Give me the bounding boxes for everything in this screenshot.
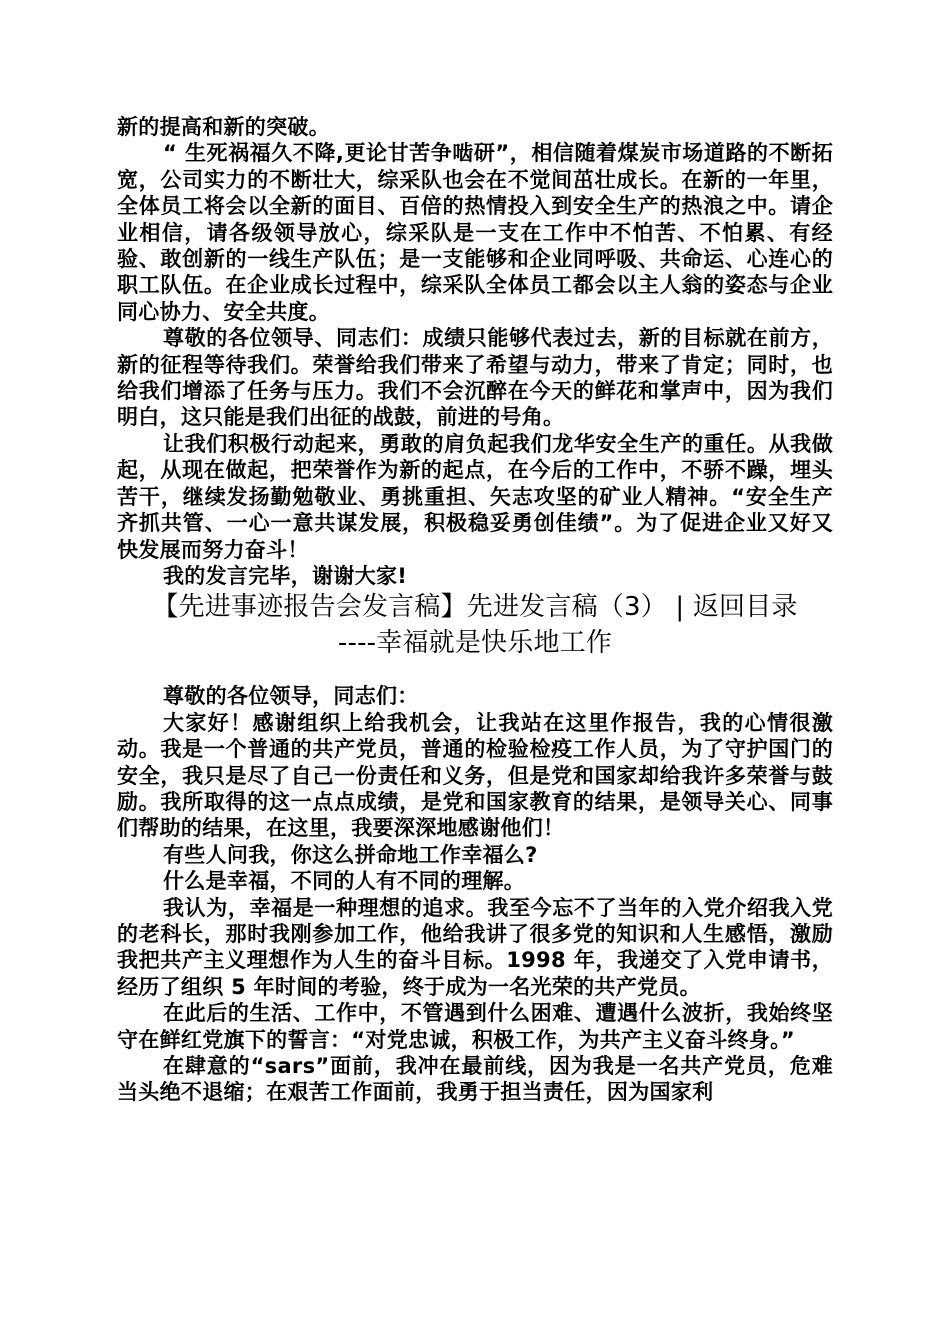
section-subtitle: ----幸福就是快乐地工作: [337, 628, 613, 659]
paragraph-address-leaders: 尊敬的各位领导、同志们：成绩只能够代表过去，新的目标就在前方，新的征程等待我们。荣誉给我们带来了希望与动力，带来了肯定；同时，也给我们增添了任务与压力。我们不会沉醉在今天的鲜花和掌声中，因为我们明白，这只能是我们出征的战鼓，前进的号角。: [117, 326, 833, 430]
paragraph-ideal: 我认为，幸福是一种理想的追求。我至今忘不了当年的入党介绍我入党的老科长，那时我刚参加工作，他给我讲了很多党的知识和人生感悟，激励我把共产主义理想作为人生的奋斗目标。1998 年，我递交了入党申请书，经历了组织 5 年时间的考验，终于成为一名光荣的共产党员。: [117, 895, 833, 999]
paragraph-closing: 我的发言完毕，谢谢大家!: [163, 563, 408, 588]
back-to-contents-link[interactable]: 返回目录: [692, 592, 798, 623]
paragraph-call-to-action: 让我们积极行动起来，勇敢的肩负起我们龙华安全生产的重任。从我做起，从现在做起，把荣誉作为新的起点，在今后的工作中，不骄不躁，埋头苦干，继续发扬勤勉敬业、勇挑重担、矢志攻坚的矿业人精神。“安全生产齐抓共管、一心一意共谋发展，积极稳妥勇创佳绩”。为了促进企业又好又快发展而努力奋斗！: [117, 431, 833, 562]
paragraph-greeting: 大家好！感谢组织上给我机会，让我站在这里作报告，我的心情很激动。我是一个普通的共产党员，普通的检验检疫工作人员，为了守护国门的安全，我只是尽了自己一份责任和义务，但是党和国家却给我许多荣誉与鼓励。我所取得的这一点点成绩，是党和国家教育的结果，是领导关心、同事们帮助的结果，在这里，我要深深地感谢他们！: [117, 710, 833, 841]
paragraph-question: 有些人问我，你这么拼命地工作幸福么?: [163, 842, 538, 867]
heading-separator: |: [666, 592, 693, 623]
section-title: 【先进事迹报告会发言稿】先进发言稿（3）: [152, 592, 667, 623]
paragraph-salutation: 尊敬的各位领导，同志们：: [163, 684, 419, 709]
document-body: [117, 114, 833, 1106]
paragraph-confidence: “ 生死祸福久不降,更论甘苦争啮研”，相信随着煤炭市场道路的不断拓宽，公司实力的不断壮大，综采队也会在不觉间茁壮成长。在新的一年里，全体员工将会以全新的面目、百倍的热情投入到安全生产的热浪之中。请企业相信，请各级领导放心，综采队是一支在工作中不怕苦、不怕累、有经验、敢创新的一线生产队伍；是一支能够和企业同呼吸、共命运、心连心的职工队伍。在企业成长过程中，综采队全体员工都会以主人翁的姿态与企业同心协力、安全共度。: [117, 141, 833, 324]
paragraph-continuation: 新的提高和新的突破。: [117, 115, 330, 139]
paragraph-what-is-happiness: 什么是幸福，不同的人有不同的理解。: [163, 869, 526, 894]
paragraph-sars: 在肆意的“sars”面前，我冲在最前线，因为我是一名共产党员，危难当头绝不退缩；在艰苦工作面前，我勇于担当责任，因为国家利: [117, 1054, 833, 1105]
section-spacer: [117, 661, 833, 683]
section-heading: [117, 589, 833, 625]
paragraph-oath: 在此后的生活、工作中，不管遇到什么困难、遭遇什么波折，我始终坚守在鲜红党旗下的誓言：“对党忠诚，积极工作，为共产主义奋斗终身。”: [117, 1001, 833, 1052]
